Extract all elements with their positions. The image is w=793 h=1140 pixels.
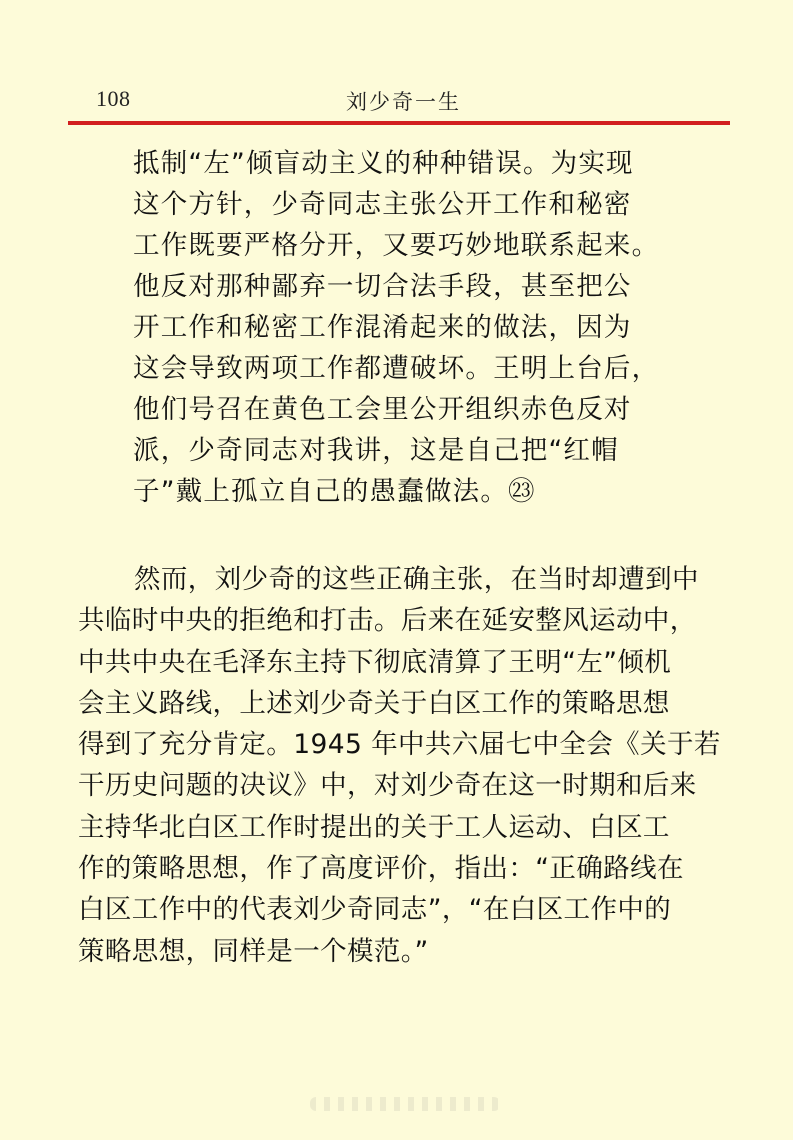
quote-line: 抵制“左”倾盲动主义的种种错误。为实现 (133, 148, 634, 179)
quote-line: 开工作和秘密工作混淆起来的做法，因为 (133, 312, 632, 343)
header-rule (68, 121, 730, 125)
quote-line: 这会导致两项工作都遭破坏。王明上台后， (133, 353, 660, 384)
body-line: 中共中央在毛泽东主持下彻底清算了王明“左”倾机 (78, 646, 672, 678)
body-line: 策略思想，同样是一个模范。” (78, 935, 429, 967)
quote-line: 子”戴上孤立自己的愚蠢做法。㉓ (133, 476, 536, 507)
quote-line: 这个方针，少奇同志主张公开工作和秘密 (133, 189, 632, 220)
quote-block (133, 143, 673, 512)
quote-line: 派，少奇同志对我讲，这是自己把“红帽 (133, 435, 619, 466)
body-line: 共临时中央的拒绝和打击。后来在延安整风运动中， (78, 605, 697, 637)
body-line: 主持华北白区工作时提出的关于工人运动、白区工 (78, 811, 670, 843)
body-line: 干历史问题的决议》中，对刘少奇在这一时期和后来 (78, 770, 697, 802)
body-line: 会主义路线，上述刘少奇关于白区工作的策略思想 (78, 687, 670, 719)
body-line: 然而，刘少奇的这些正确主张，在当时却遭到中 (134, 564, 699, 595)
running-title: 刘少奇一生 (346, 90, 461, 114)
body-line: 白区工作中的代表刘少奇同志”，“在白区工作中的 (78, 894, 672, 926)
body-line: 得到了充分肯定。1945 年中共六届七中全会《关于若 (78, 729, 721, 761)
body-paragraph (78, 559, 728, 972)
quote-line: 他们号召在黄色工会里公开组织赤色反对 (133, 394, 632, 425)
quote-line: 工作既要严格分开，又要巧妙地联系起来。 (133, 230, 660, 261)
footer-smudge (310, 1097, 500, 1111)
page-number: 108 (96, 86, 131, 111)
quote-line: 他反对那种鄙弃一切合法手段，甚至把公 (133, 271, 632, 302)
body-line: 作的策略思想，作了高度评价，指出：“正确路线在 (78, 853, 684, 885)
